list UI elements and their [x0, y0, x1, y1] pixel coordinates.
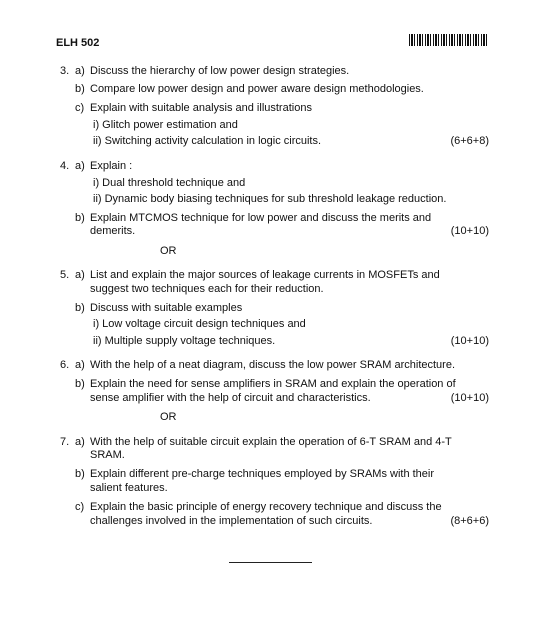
question-text: Explain the need for sense amplifiers in SRAM and explain the operation of	[90, 378, 456, 390]
part-label: b)	[75, 83, 85, 95]
question-text: Explain MTCMOS technique for low power and discuss the merits and	[90, 212, 432, 224]
question-text: List and explain the major sources of leakage currents in MOSFETs and	[90, 269, 440, 281]
question-text: Discuss with suitable examples	[90, 302, 243, 314]
sub-item: ii) Multiple supply voltage techniques.	[93, 335, 276, 347]
marks: (10+10)	[450, 392, 489, 404]
footer-divider	[229, 562, 312, 563]
or-separator: OR	[160, 245, 177, 257]
question-text: With the help of a neat diagram, discuss the low power SRAM architecture.	[90, 359, 456, 371]
question-text: Explain the basic principle of energy recovery technique and discuss the	[90, 501, 442, 513]
question-text: With the help of suitable circuit explain the operation of 6-T SRAM and 4-T	[90, 436, 452, 448]
question-text: Compare low power design and power aware design methodologies.	[90, 83, 424, 95]
page-header	[56, 36, 489, 50]
question-text: Explain different pre-charge techniques employed by SRAMs with their	[90, 468, 435, 480]
question-text: Explain :	[90, 160, 133, 172]
part-label: b)	[75, 468, 85, 480]
question-text: Explain with suitable analysis and illustrations	[90, 102, 312, 114]
question-text: SRAM.	[90, 449, 125, 461]
marks: (8+6+6)	[450, 515, 489, 527]
question-number: 4.	[60, 160, 70, 172]
part-label: b)	[75, 378, 85, 390]
marks: (10+10)	[450, 335, 489, 347]
sub-item: ii) Dynamic body biasing techniques for sub threshold leakage reduction.	[93, 193, 447, 205]
part-label: a)	[75, 269, 85, 281]
sub-item: i) Dual threshold technique and	[93, 177, 246, 189]
marks: (6+6+8)	[450, 135, 489, 147]
sub-item: ii) Switching activity calculation in logic circuits.	[93, 135, 322, 147]
part-label: a)	[75, 160, 85, 172]
part-label: a)	[75, 436, 85, 448]
question-text: challenges involved in the implementation of such circuits.	[90, 515, 373, 527]
question-number: 5.	[60, 269, 70, 281]
sub-item: i) Low voltage circuit design techniques and	[93, 318, 306, 330]
question-text: demerits.	[90, 225, 136, 237]
barcode-icon	[409, 34, 489, 46]
question-number: 7.	[60, 436, 70, 448]
part-label: b)	[75, 302, 85, 314]
question-text: salient features.	[90, 482, 168, 494]
question-number: 6.	[60, 359, 70, 371]
marks: (10+10)	[450, 225, 489, 237]
part-label: b)	[75, 212, 85, 224]
question-text: sense amplifier with the help of circuit and characteristics.	[90, 392, 371, 404]
part-label: c)	[75, 102, 85, 114]
part-label: a)	[75, 65, 85, 77]
part-label: a)	[75, 359, 85, 371]
sub-item: i) Glitch power estimation and	[93, 119, 238, 131]
question-number: 3.	[60, 65, 70, 77]
question-text: Discuss the hierarchy of low power design strategies.	[90, 65, 350, 77]
question-text: suggest two techniques each for their reduction.	[90, 283, 324, 295]
part-label: c)	[75, 501, 85, 513]
course-code: ELH 502	[56, 37, 100, 49]
or-separator: OR	[160, 411, 177, 423]
